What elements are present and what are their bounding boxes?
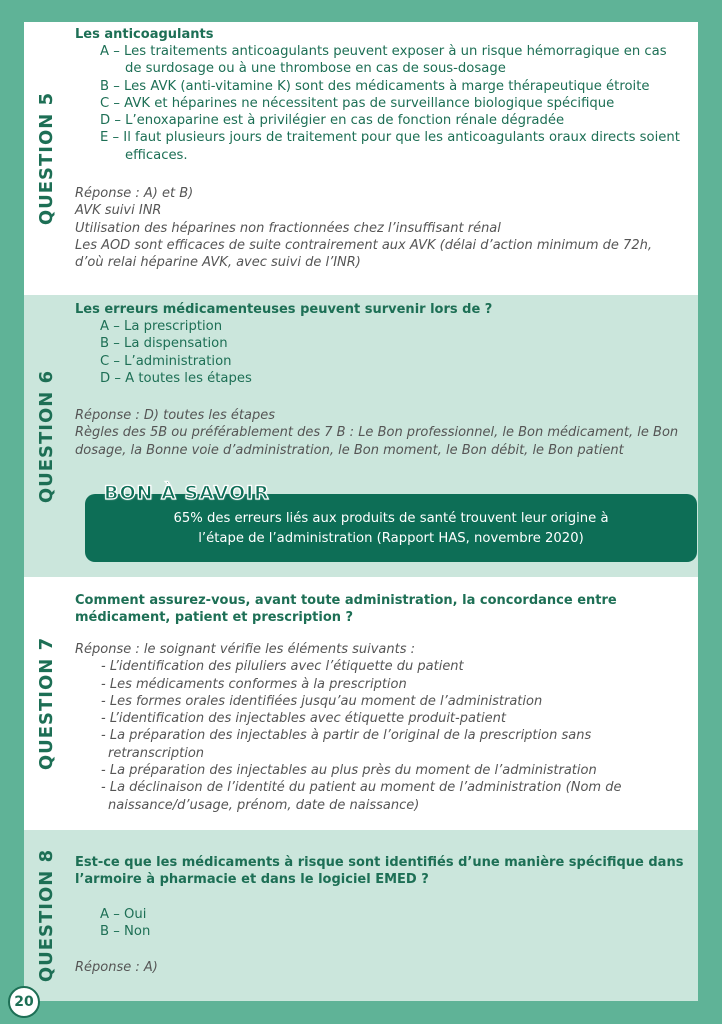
- question-5-answer: Réponse : A) et B): [75, 186, 194, 202]
- option-b: B – Les AVK (anti-vitamine K) sont des médicaments à marge thérapeutique étroite: [100, 78, 650, 94]
- question-8-title: Est-ce que les médicaments à risque sont identifiés d’une manière spécifique dans l’armoire à pharmacie et dans le logiciel EMED ?: [75, 855, 684, 887]
- answer-detail: AVK suivi INR: [75, 203, 162, 219]
- question-6-title: Les erreurs médicamenteuses peuvent survenir lors de ?: [75, 302, 493, 317]
- question-8-section: [24, 830, 698, 1001]
- answer-item: - L’identification des injectables avec étiquette produit-patient: [101, 711, 506, 727]
- question-6-content: [75, 301, 684, 459]
- answer-item: - Les médicaments conformes à la prescription: [101, 676, 407, 692]
- answer-item: - La déclinaison de l’identité du patient au moment de l’administration (Nom de naissance/d’usage, prénom, date de naissance): [101, 780, 622, 813]
- option-b: B – Non: [100, 924, 151, 940]
- bon-a-savoir-line-1: 65% des erreurs liés aux produits de santé trouvent leur origine à: [173, 511, 609, 526]
- question-8-options: [75, 906, 684, 941]
- question-5-options: [75, 43, 684, 164]
- answer-item: - La préparation des injectables au plus près du moment de l’administration: [101, 763, 597, 779]
- answer-detail: Utilisation des héparines non fractionnées chez l’insuffisant rénal: [75, 220, 501, 236]
- option-e: E – Il faut plusieurs jours de traitement pour que les anticoagulants oraux directs soient efficaces.: [100, 130, 680, 163]
- question-8-content: [75, 854, 684, 976]
- question-7-answer: Réponse : le soignant vérifie les éléments suivants :: [75, 642, 416, 657]
- question-7-section: [24, 577, 698, 830]
- question-8-answer: Réponse : A): [75, 959, 158, 975]
- option-c: C – AVK et héparines ne nécessitent pas de surveillance biologique spécifique: [100, 95, 615, 111]
- answer-item: - L’identification des piluliers avec l’étiquette du patient: [101, 659, 464, 675]
- question-5-content: [75, 26, 684, 272]
- question-6-label: QUESTION 6: [36, 369, 58, 503]
- bon-a-savoir-title: BON À SAVOIR: [104, 482, 270, 504]
- question-6-options: [75, 318, 684, 387]
- option-b: B – La dispensation: [100, 336, 228, 352]
- answer-detail: Les AOD sont efficaces de suite contrairement aux AVK (délai d’action minimum de 72h, d’où relai héparine AVK, avec suivi de l’INR): [75, 237, 652, 271]
- question-5-title: Les anticoagulants: [75, 27, 214, 42]
- option-c: C – L’administration: [100, 353, 232, 369]
- question-7-label: QUESTION 7: [36, 636, 58, 771]
- answer-detail: Règles des 5B ou préférablement des 7 B : Le Bon professionnel, le Bon médicament, le Bon dosage, la Bonne voie d’administration, le Bon moment, le Bon débit, le Bon patient: [75, 425, 679, 458]
- page-number: 20: [8, 986, 40, 1018]
- question-7-content: [75, 592, 684, 814]
- option-d: D – L’enoxaparine est à privilégier en cas de fonction rénale dégradée: [100, 113, 565, 129]
- question-6-answer: Réponse : D) toutes les étapes: [75, 408, 275, 424]
- option-a: A – La prescription: [100, 319, 223, 334]
- bon-a-savoir-line-2: l’étape de l’administration (Rapport HAS, novembre 2020): [198, 531, 584, 546]
- answer-item: - La préparation des injectables à partir de l’original de la prescription sans retranscription: [101, 728, 592, 761]
- question-8-label: QUESTION 8: [36, 848, 58, 983]
- question-7-answer-list: [75, 658, 684, 814]
- question-5-label: QUESTION 5: [36, 91, 58, 226]
- bon-a-savoir-box: [85, 494, 697, 562]
- question-5-section: [24, 22, 698, 295]
- question-7-title: Comment assurez-vous, avant toute administration, la concordance entre médicament, patient et prescription ?: [75, 593, 617, 625]
- option-a: A – Oui: [100, 907, 147, 922]
- answer-item: - Les formes orales identifiées jusqu’au moment de l’administration: [101, 693, 543, 709]
- option-d: D – A toutes les étapes: [100, 370, 252, 386]
- option-a: A – Les traitements anticoagulants peuvent exposer à un risque hémorragique en cas de surdosage ou à une thrombose en cas de sous-dosage: [100, 44, 667, 77]
